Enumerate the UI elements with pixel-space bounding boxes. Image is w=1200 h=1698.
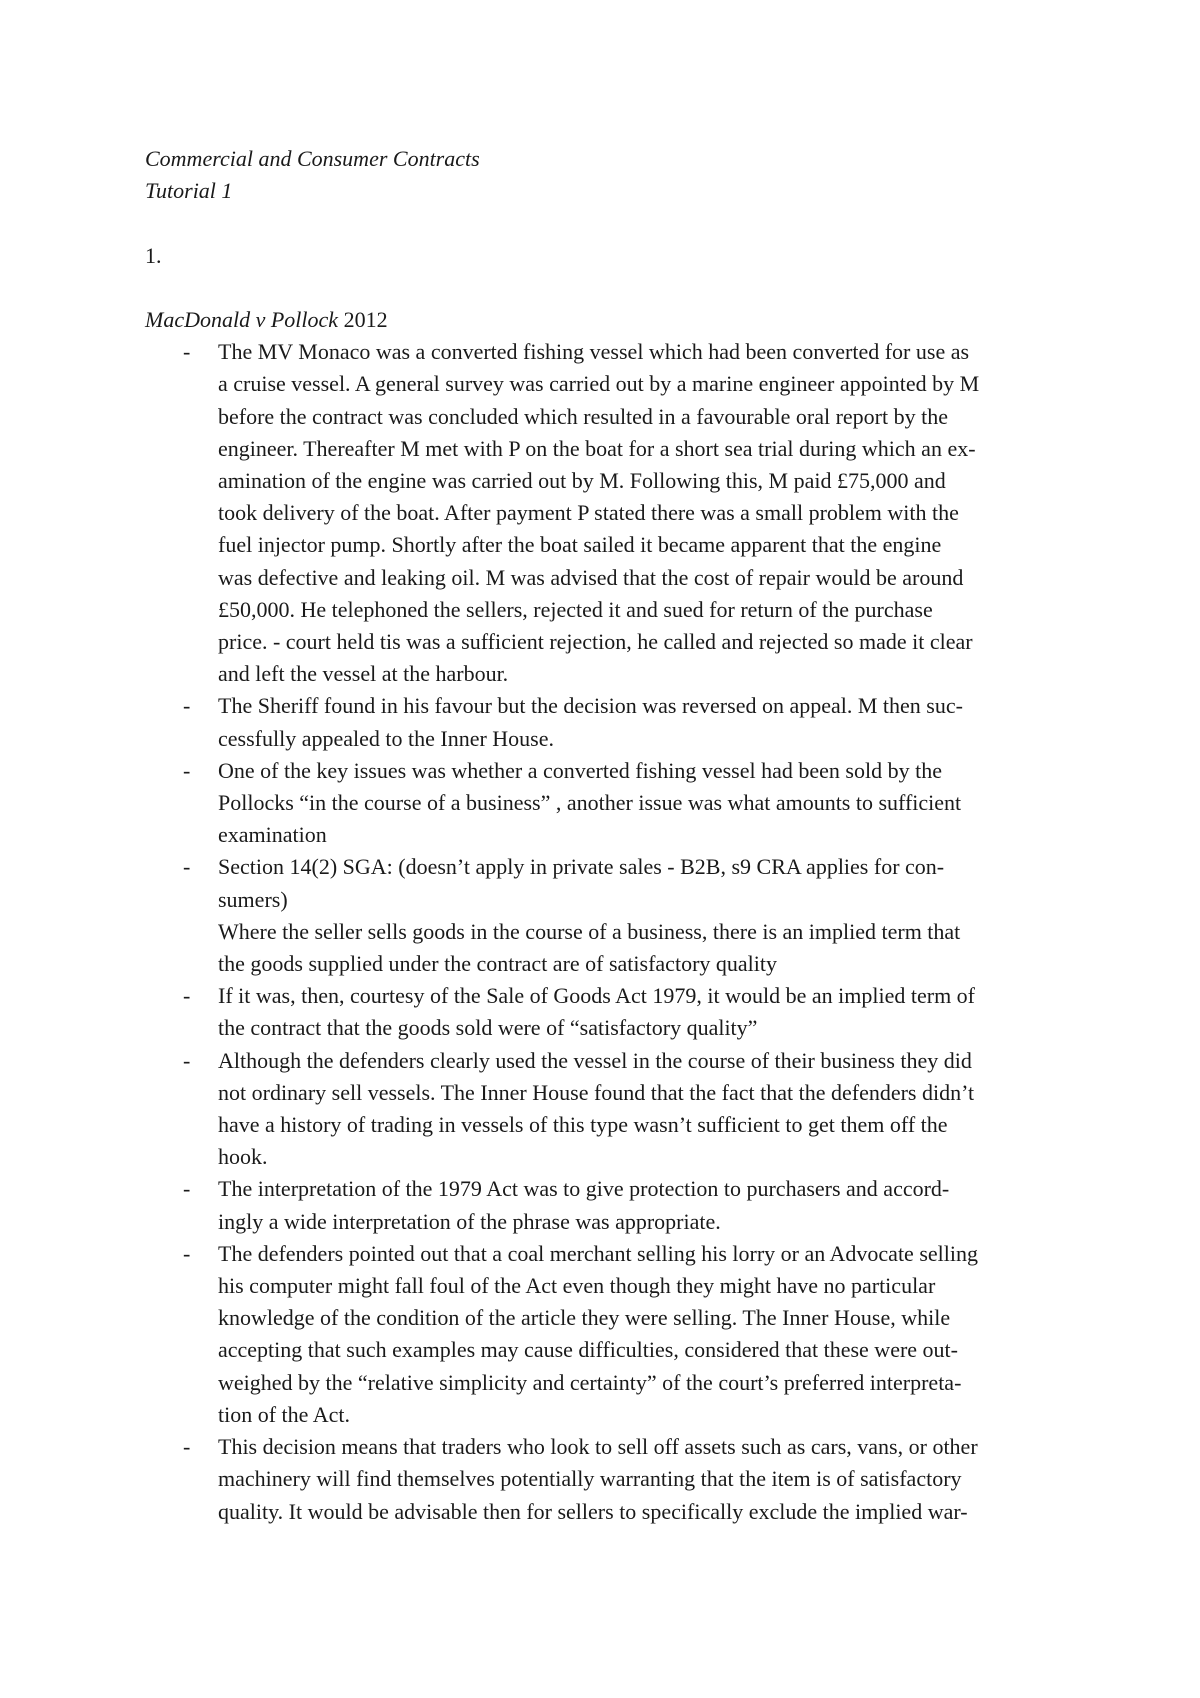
bullet-dash: - (183, 1240, 191, 1266)
bullet-dash: - (183, 1434, 191, 1460)
bullet-line: the contract that the goods sold were of “satisfactory quality” (218, 1015, 758, 1041)
bullet-dash: - (183, 339, 191, 365)
bullet-dash: - (183, 1176, 191, 1202)
bullet-line: engineer. Thereafter M met with P on the boat for a short sea trial during which an ex- (218, 435, 976, 461)
bullet-text (218, 755, 1075, 852)
bullet-line: price. - court held tis was a sufficient rejection, he called and rejected so made it clear (218, 629, 973, 655)
bullet-item (145, 336, 1075, 690)
bullet-line: quality. It would be advisable then for sellers to specifically exclude the implied war- (218, 1498, 968, 1524)
bullet-line: accepting that such examples may cause difficulties, considered that these were out- (218, 1337, 958, 1363)
bullet-list (145, 336, 1075, 1528)
bullet-item (145, 690, 1075, 754)
bullet-item (145, 1045, 1075, 1174)
bullet-dash: - (183, 693, 191, 719)
bullet-line: was defective and leaking oil. M was advised that the cost of repair would be around (218, 564, 964, 590)
case-year: 2012 (343, 306, 388, 332)
bullet-line: sumers) (218, 886, 288, 912)
bullet-dash: - (183, 757, 191, 783)
bullet-text (218, 690, 1075, 754)
blank-line (145, 207, 1075, 239)
bullet-line: not ordinary sell vessels. The Inner House found that the fact that the defenders didn’t (218, 1079, 975, 1105)
bullet-line: One of the key issues was whether a converted fishing vessel had been sold by the (218, 757, 942, 783)
bullet-line: tion of the Act. (218, 1401, 350, 1427)
bullet-text (218, 1045, 1075, 1174)
bullet-text (218, 1173, 1075, 1237)
bullet-item (145, 755, 1075, 852)
bullet-item (145, 851, 1075, 980)
bullet-line: before the contract was concluded which resulted in a favourable oral report by the (218, 403, 948, 429)
bullet-line: weighed by the “relative simplicity and certainty” of the court’s preferred interpreta- (218, 1369, 962, 1395)
bullet-line: a cruise vessel. A general survey was carried out by a marine engineer appointed by M (218, 371, 980, 397)
bullet-dash: - (183, 1047, 191, 1073)
bullet-item (145, 980, 1075, 1044)
bullet-line: and left the vessel at the harbour. (218, 661, 509, 687)
bullet-line: examination (218, 822, 327, 848)
bullet-line: The Sheriff found in his favour but the decision was reversed on appeal. M then suc- (218, 693, 963, 719)
bullet-text (218, 1238, 1075, 1431)
bullet-line: amination of the engine was carried out by M. Following this, M paid £75,000 and (218, 468, 946, 493)
bullet-line: the goods supplied under the contract are of satisfactory quality (218, 951, 777, 977)
bullet-line: took delivery of the boat. After payment P stated there was a small problem with the (218, 500, 959, 526)
document-content (145, 143, 1075, 1528)
bullet-text (218, 1431, 1075, 1528)
bullet-line: Where the seller sells goods in the course of a business, there is an implied term that (218, 918, 961, 944)
bullet-line: The interpretation of the 1979 Act was to give protection to purchasers and accord- (218, 1176, 950, 1202)
document-title: Commercial and Consumer Contracts (145, 146, 480, 171)
bullet-line: The defenders pointed out that a coal merchant selling his lorry or an Advocate selling (218, 1240, 978, 1266)
bullet-text (218, 980, 1075, 1044)
bullet-text (218, 336, 1075, 690)
blank-line (145, 272, 1075, 304)
bullet-line: machinery will find themselves potentially warranting that the item is of satisfactory (218, 1466, 962, 1492)
bullet-line: cessfully appealed to the Inner House. (218, 725, 554, 751)
question-number: 1. (145, 242, 162, 268)
bullet-line: knowledge of the condition of the article they were selling. The Inner House, while (218, 1305, 951, 1331)
bullet-line: This decision means that traders who look to sell off assets such as cars, vans, or other (218, 1434, 978, 1460)
bullet-item (145, 1173, 1075, 1237)
bullet-line: The MV Monaco was a converted fishing vessel which had been converted for use as (218, 339, 970, 365)
bullet-dash: - (183, 854, 191, 880)
bullet-text (218, 851, 1075, 980)
bullet-dash: - (183, 983, 191, 1009)
bullet-line: £50,000. He telephoned the sellers, rejected it and sued for return of the purchase (218, 596, 933, 622)
bullet-line: Pollocks “in the course of a business” , another issue was what amounts to sufficient (218, 790, 962, 816)
bullet-line: ingly a wide interpretation of the phrase was appropriate. (218, 1208, 721, 1234)
bullet-line: his computer might fall foul of the Act even though they might have no particular (218, 1273, 936, 1299)
bullet-item (145, 1238, 1075, 1431)
bullet-line: have a history of trading in vessels of this type wasn’t sufficient to get them off the (218, 1112, 948, 1138)
case-heading (145, 304, 1075, 336)
bullet-line: hook. (218, 1144, 268, 1170)
bullet-line: If it was, then, courtesy of the Sale of Goods Act 1979, it would be an implied term of (218, 983, 976, 1009)
case-name: MacDonald v Pollock (145, 306, 339, 332)
document-subtitle: Tutorial 1 (145, 178, 233, 204)
bullet-line: fuel injector pump. Shortly after the boat sailed it became apparent that the engine (218, 532, 942, 558)
bullet-line: Section 14(2) SGA: (doesn’t apply in private sales - B2B, s9 CRA applies for con- (218, 854, 945, 880)
bullet-item (145, 1431, 1075, 1528)
bullet-line: Although the defenders clearly used the vessel in the course of their business they did (218, 1047, 972, 1073)
